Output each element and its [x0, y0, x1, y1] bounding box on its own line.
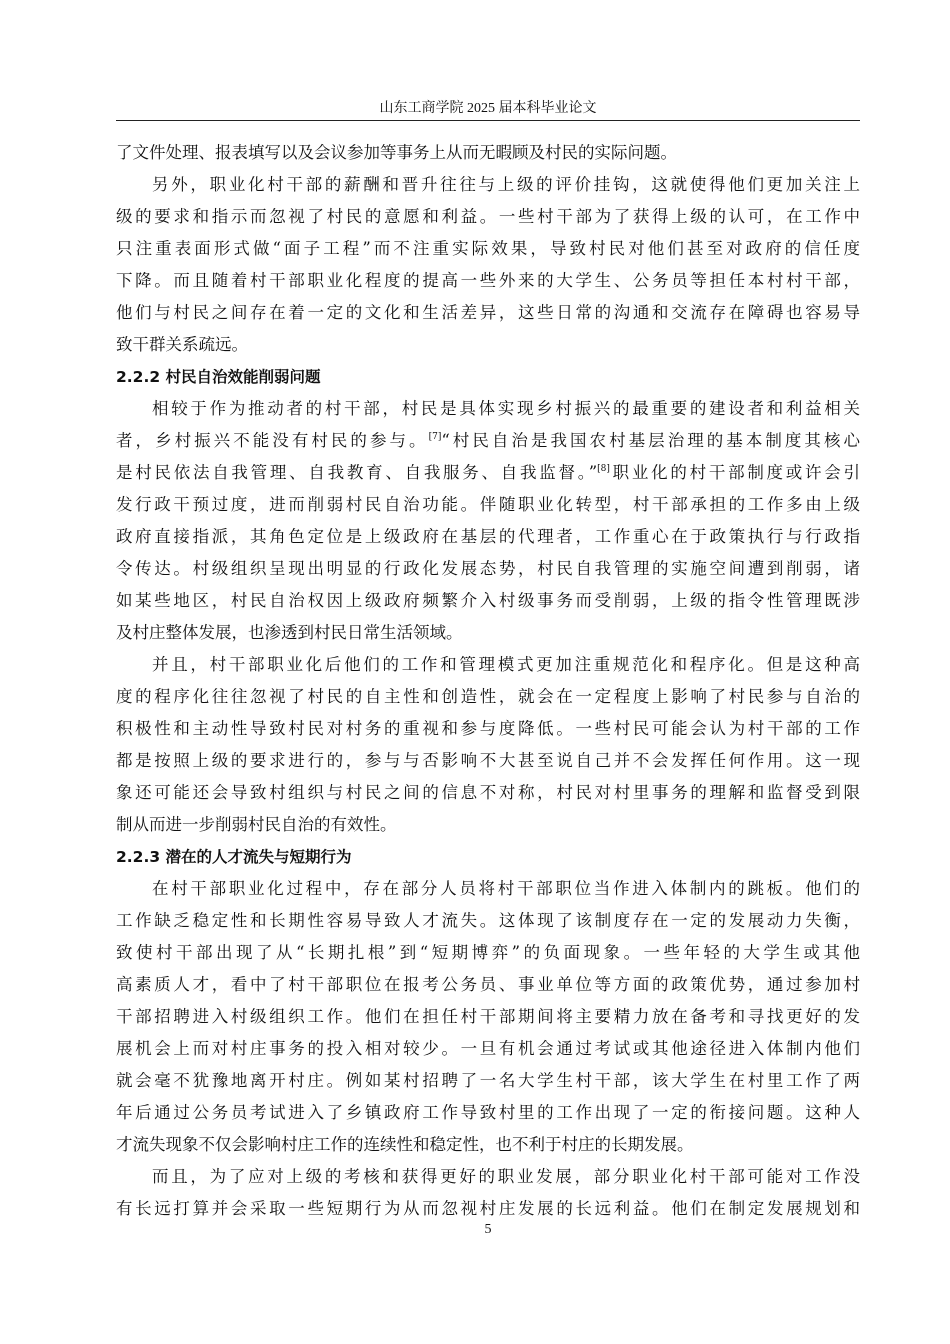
text-line: [116, 649, 860, 681]
text-segment: 有长远打算并会采取一些短期行为从而忽视村庄发展的长远利益。他们在制定发展规划和: [116, 1199, 860, 1218]
text-line: [116, 937, 860, 969]
text-segment: “村民自治是我国农村基层治理的基本制度其核心: [441, 431, 860, 450]
text-line: [116, 553, 860, 585]
text-line: [116, 297, 860, 329]
text-segment: 年后通过公务员考试进入了乡镇政府工作导致村里的工作出现了一定的衔接问题。这种人: [116, 1103, 860, 1122]
text-line: [116, 1193, 860, 1225]
text-segment: 在村干部职业化过程中，存在部分人员将村干部职位当作进入体制内的跳板。他们的: [152, 879, 860, 898]
text-line: [116, 233, 860, 265]
citation-ref: [7]: [428, 432, 442, 442]
text-line: [116, 201, 860, 233]
text-line: [116, 809, 860, 841]
text-segment: 致干群关系疏远。: [116, 335, 248, 354]
text-segment: 都是按照上级的要求进行的，参与与否影响不大甚至说自己并不会发挥任何作用。这一现: [116, 751, 860, 770]
section-heading: [116, 841, 860, 873]
text-line: [116, 617, 860, 649]
text-line: [116, 1065, 860, 1097]
text-segment: 积极性和主动性导致村民对村务的重视和参与度降低。一些村民可能会认为村干部的工作: [116, 719, 860, 738]
running-header: 山东工商学院 2025 届本科毕业论文: [379, 101, 597, 116]
text-segment: 只注重表面形式做“面子工程”而不注重实际效果，导致村民对他们甚至对政府的信任度: [116, 239, 860, 258]
text-line: [116, 265, 860, 297]
text-line: [116, 137, 860, 169]
text-segment: 另外，职业化村干部的薪酬和晋升往往与上级的评价挂钩，这就使得他们更加关注上: [152, 175, 860, 194]
text-line: [116, 905, 860, 937]
text-segment: 才流失现象不仅会影响村庄工作的连续性和稳定性，也不利于村庄的长期发展。: [116, 1135, 694, 1154]
text-segment: 度的程序化往往忽视了村民的自主性和创造性，就会在一定程度上影响了村民参与自治的: [116, 687, 860, 706]
text-line: [116, 393, 860, 425]
text-line: [116, 425, 860, 457]
text-line: [116, 1033, 860, 1065]
text-segment: 政府直接指派，其角色定位是上级政府在基层的代理者，工作重心在于政策执行与行政指: [116, 527, 860, 546]
text-line: [116, 489, 860, 521]
text-line: [116, 169, 860, 201]
text-segment: 高素质人才，看中了村干部职位在报考公务员、事业单位等方面的政策优势，通过参加村: [116, 975, 860, 994]
text-line: [116, 745, 860, 777]
text-segment: 下降。而且随着村干部职业化程度的提高一些外来的大学生、公务员等担任本村村干部，: [116, 271, 860, 290]
text-line: [116, 1001, 860, 1033]
text-segment: 及村庄整体发展，也渗透到村民日常生活领域。: [116, 623, 463, 642]
text-line: [116, 521, 860, 553]
text-segment: 相较于作为推动者的村干部，村民是具体实现乡村振兴的最重要的建设者和利益相关: [152, 399, 860, 418]
text-segment: 是村民依法自我管理、自我教育、自我服务、自我监督。”: [116, 463, 598, 482]
text-line: [116, 457, 860, 489]
text-segment: 干部招聘进入村级组织工作。他们在担任村干部期间将主要精力放在备考和寻找更好的发: [116, 1007, 860, 1026]
body-text: [116, 137, 860, 1225]
text-segment: 发行政干预过度，进而削弱村民自治功能。伴随职业化转型，村干部承担的工作多由上级: [116, 495, 860, 514]
text-segment: 致使村干部出现了从“长期扎根”到“短期博弈”的负面现象。一些年轻的大学生或其他: [116, 943, 860, 962]
text-line: [116, 585, 860, 617]
text-segment: 了文件处理、报表填写以及会议参加等事务上从而无暇顾及村民的实际问题。: [116, 143, 677, 162]
text-segment: 象还可能还会导致村组织与村民之间的信息不对称，村民对村里事务的理解和监督受到限: [116, 783, 860, 802]
section-heading: [116, 361, 860, 393]
text-segment: 2.2.3 潜在的人才流失与短期行为: [116, 848, 352, 866]
text-segment: 工作缺乏稳定性和长期性容易导致人才流失。这体现了该制度存在一定的发展动力失衡，: [116, 911, 860, 930]
text-line: [116, 329, 860, 361]
text-segment: 如某些地区，村民自治权因上级政府频繁介入村级事务而受削弱，上级的指令性管理既涉: [116, 591, 860, 610]
text-line: [116, 1161, 860, 1193]
text-line: [116, 681, 860, 713]
text-segment: 他们与村民之间存在着一定的文化和生活差异，这些日常的沟通和交流存在障碍也容易导: [116, 303, 860, 322]
text-line: [116, 777, 860, 809]
text-segment: 职业化的村干部制度或许会引: [609, 463, 860, 482]
page-number: 5: [484, 1222, 492, 1237]
text-segment: 而且，为了应对上级的考核和获得更好的职业发展，部分职业化村干部可能对工作没: [152, 1167, 860, 1186]
text-segment: 令传达。村级组织呈现出明显的行政化发展态势，村民自我管理的实施空间遭到削弱，诸: [116, 559, 860, 578]
text-line: [116, 1097, 860, 1129]
text-line: [116, 969, 860, 1001]
text-segment: 2.2.2 村民自治效能削弱问题: [116, 368, 321, 386]
text-line: [116, 1129, 860, 1161]
citation-ref: [8]: [597, 464, 610, 474]
text-segment: 者，乡村振兴不能没有村民的参与。: [116, 431, 429, 450]
text-segment: 展机会上而对村庄事务的投入相对较少。一旦有机会通过考试或其他途径进入体制内他们: [116, 1039, 860, 1058]
text-segment: 级的要求和指示而忽视了村民的意愿和利益。一些村干部为了获得上级的认可，在工作中: [116, 207, 860, 226]
text-segment: 并且，村干部职业化后他们的工作和管理模式更加注重规范化和程序化。但是这种高: [152, 655, 860, 674]
text-segment: 就会毫不犹豫地离开村庄。例如某村招聘了一名大学生村干部，该大学生在村里工作了两: [116, 1071, 860, 1090]
text-line: [116, 713, 860, 745]
header-rule: [116, 120, 860, 121]
text-segment: 制从而进一步削弱村民自治的有效性。: [116, 815, 397, 834]
text-line: [116, 873, 860, 905]
